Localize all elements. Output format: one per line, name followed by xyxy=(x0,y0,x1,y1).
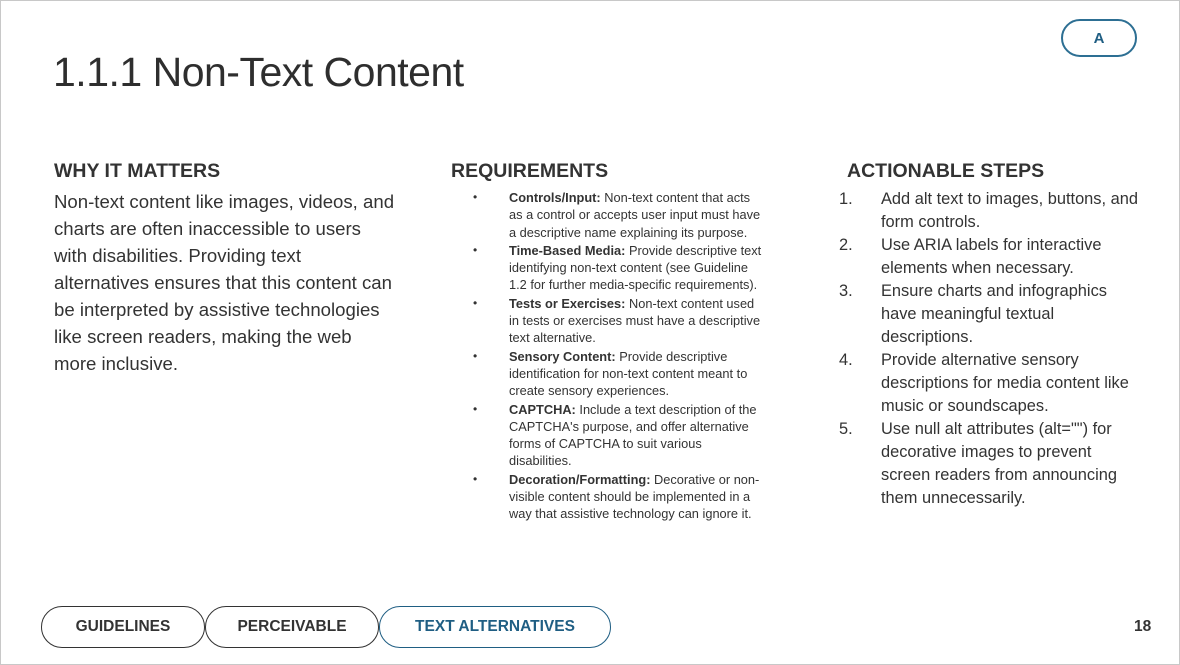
step-text: Use null alt attributes (alt="") for decorative images to prevent screen readers from announcing them unnecessarily. xyxy=(881,420,1117,507)
bullet-icon: • xyxy=(473,295,478,310)
step-text: Add alt text to images, buttons, and form controls. xyxy=(881,190,1138,231)
requirement-text: Include a text description of the CAPTCHA's purpose, and offer alternative forms of CAPTCHA to suit various disabilities. xyxy=(509,401,757,469)
requirements-list xyxy=(461,189,765,524)
nav-text-alternatives-button[interactable]: TEXT ALTERNATIVES xyxy=(379,606,611,648)
step-text: Provide alternative sensory descriptions for media content like music or soundscapes. xyxy=(881,351,1129,415)
bullet-icon: • xyxy=(473,348,478,363)
bullet-icon: • xyxy=(473,471,478,486)
requirement-text: Provide descriptive identification for non-text content meant to create sensory experiences. xyxy=(509,348,748,399)
requirement-item xyxy=(461,295,765,347)
requirements-heading: REQUIREMENTS xyxy=(451,160,609,182)
requirement-text: Non-text content used in tests or exercises must have a descriptive text alternative. xyxy=(509,295,761,346)
requirement-label: CAPTCHA: xyxy=(509,401,576,417)
requirement-label: Time-Based Media: xyxy=(509,242,626,258)
bullet-icon: • xyxy=(473,190,478,204)
step-item xyxy=(839,349,1139,418)
step-item xyxy=(839,188,1139,234)
step-text: Ensure charts and infographics have meaningful textual descriptions. xyxy=(881,282,1107,346)
requirement-item xyxy=(461,471,765,523)
requirement-label: Controls/Input: xyxy=(509,190,601,205)
actionable-steps-list xyxy=(839,188,1139,510)
requirement-text: Non-text content that acts as a control or accepts user input must have a descriptive name explaining its purpose. xyxy=(509,190,761,240)
breadcrumb xyxy=(41,606,611,648)
step-item xyxy=(839,280,1139,349)
actionable-steps-heading: ACTIONABLE STEPS xyxy=(847,160,1045,182)
nav-perceivable-button[interactable]: PERCEIVABLE xyxy=(205,606,379,648)
conformance-level-badge: A xyxy=(1061,19,1137,57)
requirement-item xyxy=(461,401,765,470)
requirement-item xyxy=(461,348,765,400)
bullet-icon: • xyxy=(473,401,478,416)
step-number: 1. xyxy=(839,190,853,208)
step-item xyxy=(839,418,1139,510)
requirement-label: Sensory Content: xyxy=(509,348,616,364)
requirement-item xyxy=(461,242,765,294)
requirement-item xyxy=(461,189,765,241)
step-number: 4. xyxy=(839,351,853,369)
why-it-matters-body: Non-text content like images, videos, and charts are often inaccessible to users with disabilities. Providing text alternatives ensures that this content can be interpreted by assistive technologies like screen readers, making the web more inclusive. xyxy=(54,191,395,374)
requirement-label: Decoration/Formatting: xyxy=(509,471,651,487)
page-number: 18 xyxy=(1134,618,1152,635)
step-number: 2. xyxy=(839,236,853,254)
why-it-matters-heading: WHY IT MATTERS xyxy=(54,160,221,182)
step-text: Use ARIA labels for interactive elements when necessary. xyxy=(881,236,1102,277)
nav-guidelines-button[interactable]: GUIDELINES xyxy=(41,606,205,648)
step-number: 3. xyxy=(839,282,853,300)
requirement-label: Tests or Exercises: xyxy=(509,295,626,311)
requirement-text: Provide descriptive text identifying non-text content (see Guideline 1.2 for further media-specific requirements). xyxy=(509,242,762,293)
bullet-icon: • xyxy=(473,242,478,257)
step-item xyxy=(839,234,1139,280)
requirement-text: Decorative or non-visible content should be implemented in a way that assistive technology can ignore it. xyxy=(509,471,760,522)
step-number: 5. xyxy=(839,420,853,438)
page-title: 1.1.1 Non-Text Content xyxy=(53,49,464,95)
